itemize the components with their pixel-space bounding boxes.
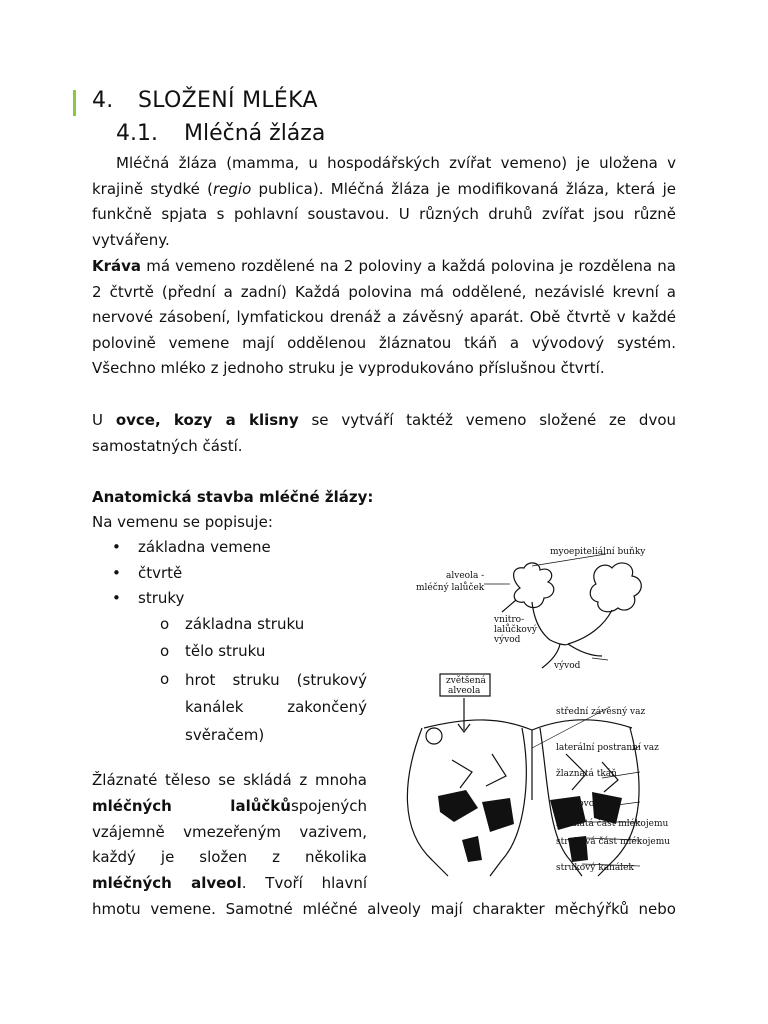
section-number: 4.1. bbox=[116, 121, 158, 146]
sub-bullet-marker: o bbox=[160, 642, 170, 661]
label-gland-tissue: žlaznatá tkáň bbox=[556, 769, 617, 779]
sheep-bold: ovce, kozy a klisny bbox=[115, 411, 299, 429]
list-item bbox=[92, 535, 382, 561]
glands-bold: mléčných lalůčků bbox=[92, 796, 291, 815]
bullet-marker: • bbox=[112, 589, 121, 608]
section-title: Mléčná žláza bbox=[184, 121, 326, 146]
label-myoepithelial: myoepiteliální buňky bbox=[550, 547, 646, 557]
cow-paragraph bbox=[92, 254, 676, 382]
label-alveola: alveola - bbox=[446, 571, 485, 581]
chapter-heading bbox=[92, 88, 318, 113]
enlarged-alveola-circle bbox=[426, 728, 442, 744]
sheep-text: se vytváří taktéž vemeno složené ze dvou samostatných částí. bbox=[92, 411, 677, 455]
glands-text: spojených bbox=[290, 796, 367, 815]
intro-paragraph bbox=[92, 151, 676, 253]
sub-list-item-text: základna struku bbox=[185, 614, 305, 633]
intro-text: Mléčná žláza (mamma, u hospodářských zvířat vemeno) je uložena v krajině stydké ( bbox=[92, 154, 676, 198]
sub-bullet-marker: o bbox=[160, 614, 170, 633]
glands-paragraph bbox=[92, 768, 367, 897]
section-heading bbox=[116, 121, 325, 146]
sub-list-item-text: tělo struku bbox=[185, 642, 266, 661]
intro-italic: regio bbox=[213, 179, 252, 198]
duct-branches bbox=[532, 602, 612, 668]
glands-line bbox=[92, 871, 367, 897]
sub-list-item bbox=[92, 667, 382, 749]
label-median-ligament: střední závěsný vaz bbox=[556, 707, 646, 717]
label-milk-ducts: mlékovody bbox=[556, 799, 605, 809]
sub-bullet-marker: o bbox=[160, 669, 170, 688]
alveola-lobule-shape bbox=[514, 563, 554, 608]
bullet-marker: • bbox=[112, 563, 121, 582]
label-lateral-ligament: laterální postranní vaz bbox=[556, 743, 659, 753]
label-gland-cistern: žlaznatá část mlékojemu bbox=[556, 819, 669, 829]
anatomy-title bbox=[92, 485, 676, 511]
label-vnitro: vnitro- bbox=[494, 615, 525, 625]
label-enlarged: zvětšená bbox=[446, 676, 486, 686]
label-enlarged-2: alveola bbox=[448, 686, 481, 696]
list-item-text: struky bbox=[138, 589, 185, 608]
intro-text-rest: publica). Mléčná žláza je modifikovaná žláza, která je funkčně spjata s pohlavní soustavou. U různých druhů zvířat jsou různě vytvářeny. bbox=[92, 179, 676, 249]
label-alveola-lobule: mléčný lalůček bbox=[416, 583, 485, 593]
sub-list-item bbox=[92, 612, 382, 640]
glands-line bbox=[92, 794, 367, 820]
bullet-marker: • bbox=[112, 538, 121, 556]
udder-anatomy-figure bbox=[382, 540, 680, 880]
glands-line: každý je složen z několika bbox=[92, 848, 367, 867]
glands-line: Žláznaté těleso se skládá z mnoha bbox=[92, 771, 367, 789]
anatomy-lead: Na vemenu se popisuje: bbox=[92, 513, 273, 531]
udder-top bbox=[424, 720, 632, 730]
cow-text: má vemeno rozdělené na 2 poloviny a každá polovina je rozdělena na 2 čtvrtě (přední a zadní) Každá polovina má oddělené, nezávislé krevní a nervové zásobení, lymfatickou drenáž a závěsný aparát. Obě čtvrtě v každé polovině vemene mají oddělenou žláznatou tkáň a vývodový systém. Všechno mléko z jednoho struku je vyprodukováno příslušnou čtvrtí. bbox=[92, 257, 676, 378]
glands-bold: mléčných alveol bbox=[92, 874, 242, 893]
chapter-title: SLOŽENÍ MLÉKA bbox=[138, 88, 318, 113]
label-teat-cistern: struková část mlékojemu bbox=[556, 837, 671, 847]
label-vnitro-3: vývod bbox=[494, 635, 521, 645]
glands-last-line bbox=[92, 897, 676, 923]
label-vnitro-2: lalůčkový bbox=[494, 625, 538, 635]
glands-text: . Tvoří hlavní bbox=[241, 874, 368, 893]
sheep-paragraph bbox=[92, 408, 676, 459]
myoepithelial-lobule-shape bbox=[590, 563, 641, 612]
vnitro-duct-pointer bbox=[502, 600, 516, 612]
list-item bbox=[92, 561, 382, 587]
cow-bold: Kráva bbox=[92, 257, 142, 275]
anatomy-list bbox=[92, 535, 382, 749]
sub-list-item bbox=[92, 639, 382, 667]
glands-line: vzájemně vmezeřeným vazivem, bbox=[92, 822, 367, 841]
label-teat-canal: strukový kanálek bbox=[556, 863, 634, 873]
glands-line: hmotu vemene. Samotné mléčné alveoly mají charakter měchýřků nebo bbox=[92, 900, 676, 918]
heading-accent-bar bbox=[73, 90, 76, 116]
list-item-text: základna vemene bbox=[138, 538, 271, 556]
chapter-number: 4. bbox=[92, 88, 114, 113]
label-duct: vývod bbox=[554, 661, 581, 671]
list-item-text: čtvrtě bbox=[138, 563, 183, 582]
sheep-pre: U bbox=[92, 411, 116, 429]
sub-list-item-text: hrot struku (strukový kanálek zakončený svěračem) bbox=[185, 670, 367, 744]
anatomy-title-text: Anatomická stavba mléčné žlázy: bbox=[92, 488, 374, 506]
list-item bbox=[92, 586, 382, 612]
